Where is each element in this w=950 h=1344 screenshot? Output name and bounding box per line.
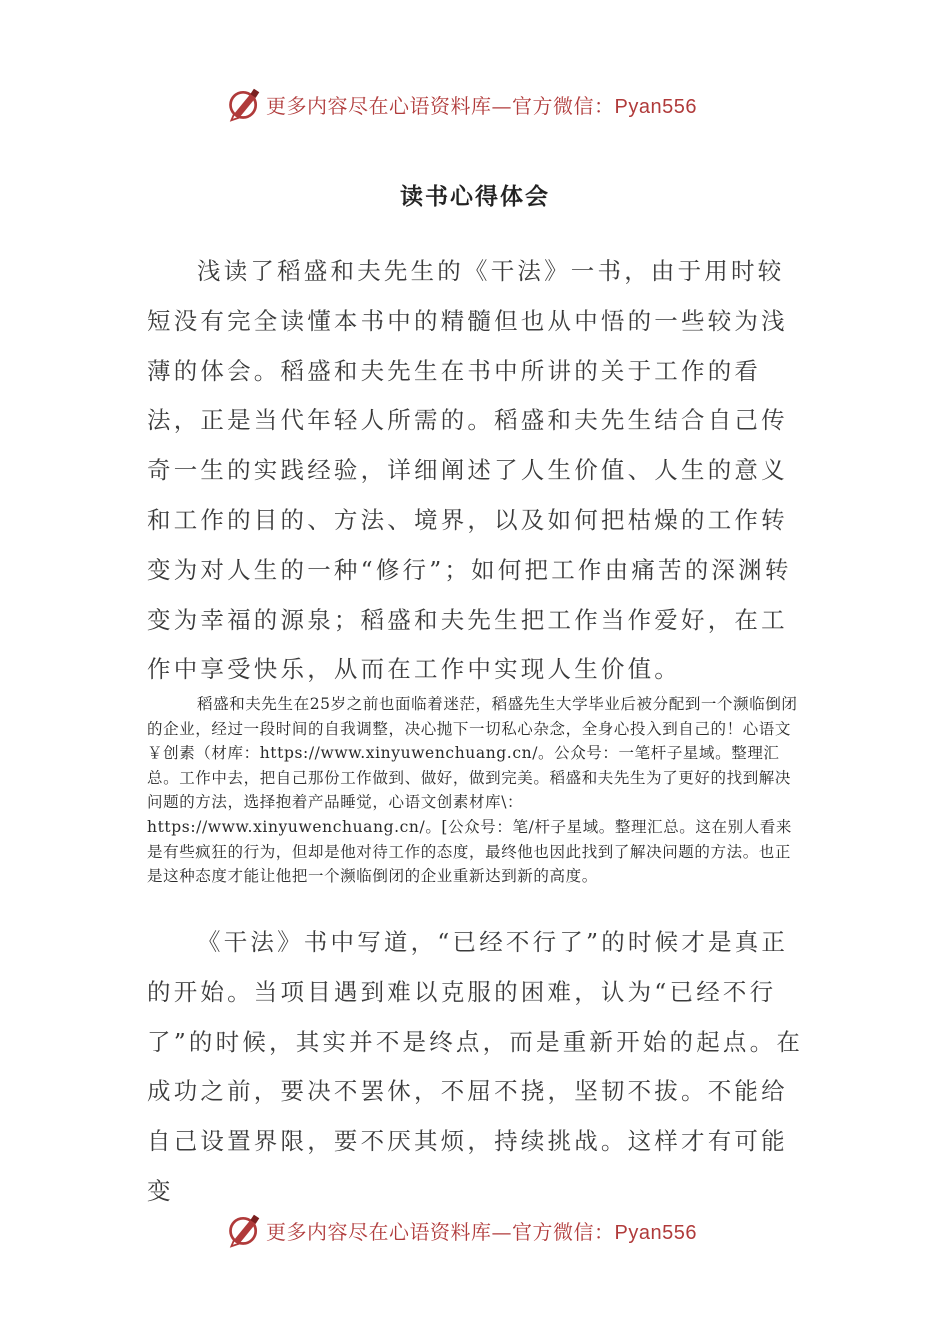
wechat-id: Pyan556: [614, 1221, 697, 1244]
document-title: 读书心得体会: [400, 183, 550, 210]
header-banner: [226, 84, 697, 124]
banner-text: 更多内容尽在心语资料库—官方微信：Pyan556: [266, 1219, 697, 1244]
footer-banner: [226, 1210, 697, 1250]
wechat-id: Pyan556: [614, 95, 697, 118]
paragraph-small: 稻盛和夫先生在25岁之前也面临着迷茫，稻盛先生大学毕业后被分配到一个濒临倒闭的企业，经过一段时间的自我调整，决心抛下一切私心杂念，全身心投入到自己的！心语文￥创素（材库：https://www.xinyuwenchuang.cn/。公众号：一笔杆子星域。整理汇总。工作中去，把自己那份工作做到、做好，做到完美。稻盛和夫先生为了更好的找到解决问题的方法，选择抱着产品睡觉，心语文创素材库\：https://www.xinyuwenchuang.cn/。[公众号：笔/杆子星域。整理汇总。这在别人看来是有些疯狂的行为，但却是他对待工作的态度，最终他也因此找到了解决问题的方法。也正是这种态度才能让他把一个濒临倒闭的企业重新达到新的高度。: [147, 695, 798, 886]
paragraph: 《干法》书中写道，“已经不行了”的时候才是真正的开始。当项目遇到难以克服的困难，认为“已经不行了”的时候，其实并不是终点，而是重新开始的起点。在成功之前，要决不罢休，不屈不挠，坚韧不拔。不能给自己设置界限，要不厌其烦，持续挑战。这样才有可能变: [147, 928, 804, 1205]
pen-logo-icon: [226, 1212, 262, 1248]
pen-logo-icon: [226, 86, 262, 122]
banner-text: 更多内容尽在心语资料库—官方微信：Pyan556: [266, 93, 697, 118]
paragraph: 浅读了稻盛和夫先生的《干法》一书，由于用时较短没有完全读懂本书中的精髓但也从中悟的一些较为浅薄的体会。稻盛和夫先生在书中所讲的关于工作的看法，正是当代年轻人所需的。稻盛和夫先生结合自己传奇一生的实践经验，详细阐述了人生价值、人生的意义和工作的目的、方法、境界，以及如何把枯燥的工作转变为对人生的一种“修行”；如何把工作由痛苦的深渊转变为幸福的源泉；稻盛和夫先生把工作当作爱好，在工作中享受快乐，从而在工作中实现人生价值。: [147, 257, 792, 684]
